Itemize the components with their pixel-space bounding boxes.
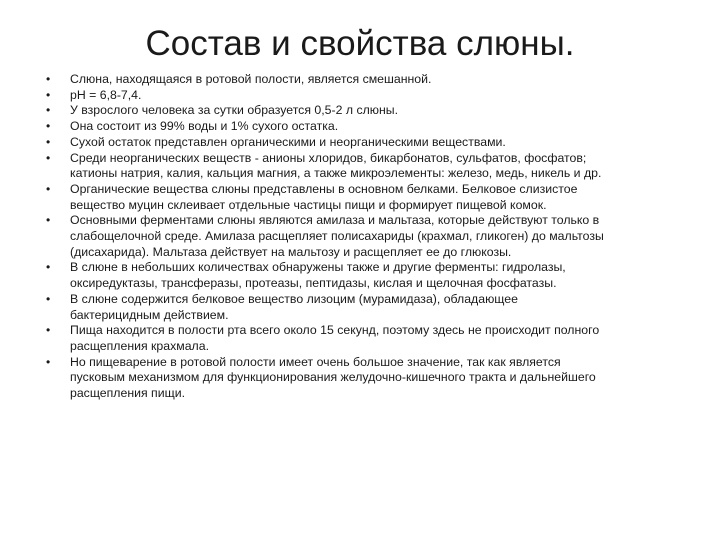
bullet-text: В слюне в небольших количествах обнаружены также и другие ферменты: гидролазы, оксиредуктазы, трансферазы, протеазы, пептидазы, кислая и щелочная фосфатазы. <box>70 260 566 291</box>
bullet-text: Пища находится в полости рта всего около 15 секунд, поэтому здесь не происходит полного расщепления крахмала. <box>70 323 600 353</box>
bullet-dot-icon: • <box>46 260 51 275</box>
bullet-dot-icon: • <box>46 150 51 165</box>
bullet-item <box>46 182 706 213</box>
bullet-item <box>46 323 706 354</box>
bullet-dot-icon: • <box>46 87 51 102</box>
bullet-item <box>46 135 706 151</box>
bullet-text: pH = 6,8-7,4. <box>70 87 142 102</box>
bullet-text: Но пищеварение в ротовой полости имеет очень большое значение, так как является пусковым механизмом для функционирования желудочно-кишечного тракта и дальнейшего расщепления пищи. <box>70 354 596 401</box>
bullet-dot-icon: • <box>46 134 51 149</box>
bullet-dot-icon: • <box>46 103 51 118</box>
bullet-dot-icon: • <box>46 291 51 306</box>
bullet-dot-icon: • <box>46 323 51 338</box>
bullet-item <box>46 88 706 104</box>
bullet-text: Сухой остаток представлен органическими и неорганическими веществами. <box>70 134 506 149</box>
bullet-dot-icon: • <box>46 354 51 369</box>
bullet-text: В слюне содержится белковое вещество лизоцим (мурамидаза), обладающее бактерицидным действием. <box>70 291 518 322</box>
bullet-item <box>46 119 706 135</box>
bullet-item <box>46 103 706 119</box>
bullet-text: Слюна, находящаяся в ротовой полости, является смешанной. <box>70 72 432 86</box>
bullet-text: Она состоит из 99% воды и 1% сухого остатка. <box>70 119 339 134</box>
bullet-item <box>46 213 706 260</box>
bullet-item <box>46 355 706 402</box>
bullet-item <box>46 260 706 291</box>
bullet-item <box>46 292 706 323</box>
bullet-dot-icon: • <box>46 213 51 228</box>
bullet-dot-icon: • <box>46 181 51 196</box>
bullet-dot-icon: • <box>46 119 51 134</box>
bullet-dot-icon: • <box>46 72 51 86</box>
bullet-item <box>46 72 706 88</box>
bullet-text: Среди неорганических веществ - анионы хлоридов, бикарбонатов, сульфатов, фосфатов; катионы натрия, калия, кальция магния, а также микроэлементы: железо, медь, никель и др. <box>70 150 602 181</box>
bullet-text: Основными ферментами слюны являются амилаза и мальтаза, которые действуют только в слабощелочной среде. Амилаза расщепляет полисахариды (крахмал, гликоген) до мальтозы (дисахарида). Мальтаза действует на мальтозу и расщепляет ее до глюкозы. <box>70 213 604 259</box>
bullet-item <box>46 151 706 182</box>
slide-title: Состав и свойства слюны. <box>145 24 575 63</box>
bullet-list <box>46 72 706 402</box>
bullet-text: У взрослого человека за сутки образуется 0,5-2 л слюны. <box>70 103 399 118</box>
bullet-text: Органические вещества слюны представлены в основном белками. Белковое слизистое вещество муцин склеивает отдельные частицы пищи и формирует пищевой комок. <box>70 181 578 212</box>
